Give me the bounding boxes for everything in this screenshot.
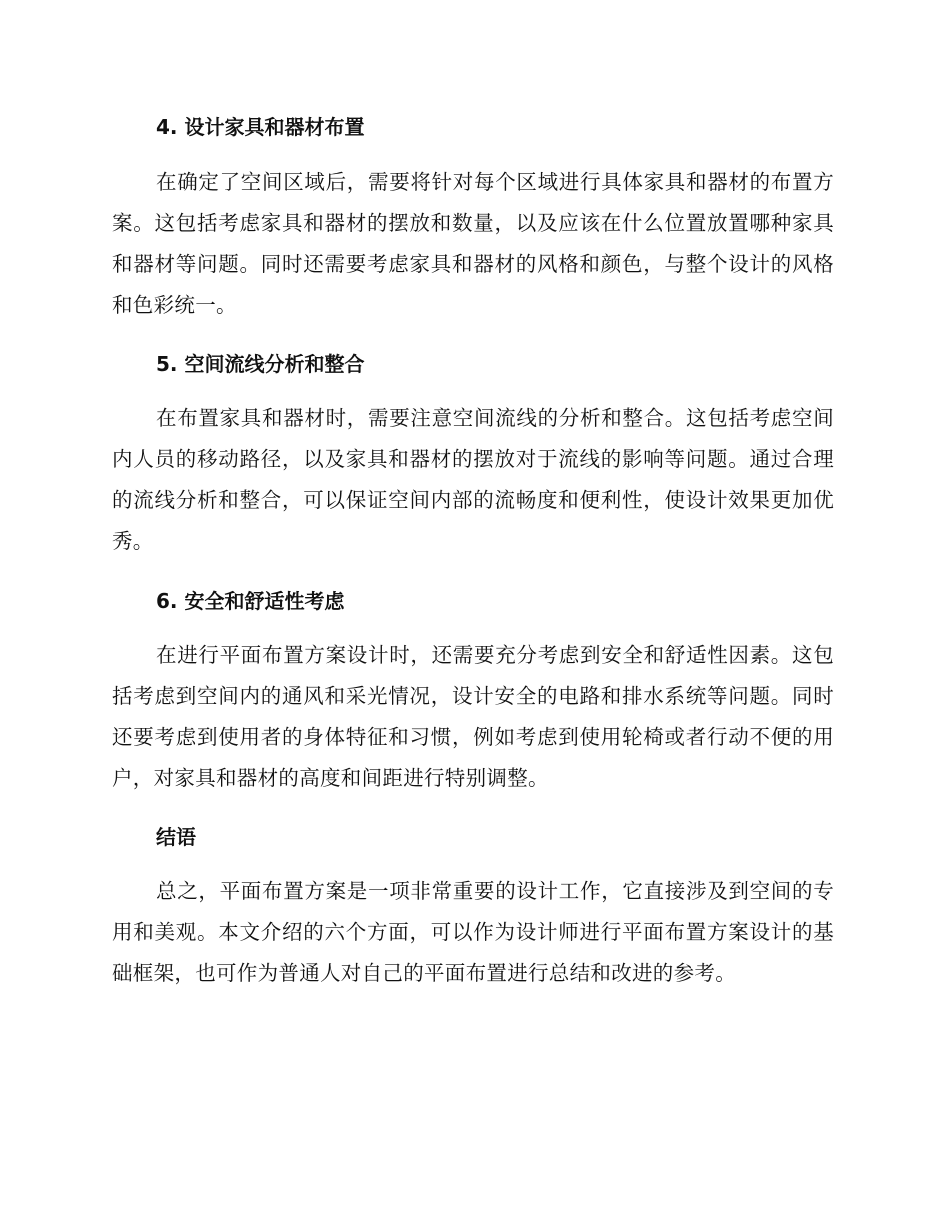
section-heading-4: 4. 设计家具和器材布置 [156,115,365,139]
section-heading-5: 5. 空间流线分析和整合 [156,352,365,376]
section-body-5: 在布置家具和器材时，需要注意空间流线的分析和整合。这包括考虑空间内人员的移动路径，以及家具和器材的摆放对于流线的影响等问题。通过合理的流线分析和整合，可以保证空间内部的流畅度和便利性，使设计效果更加优秀。 [112,406,834,553]
section-body-4: 在确定了空间区域后，需要将针对每个区域进行具体家具和器材的布置方案。这包括考虑家具和器材的摆放和数量，以及应该在什么位置放置哪种家具和器材等问题。同时还需要考虑家具和器材的风格和颜色，与整个设计的风格和色彩统一。 [112,170,834,317]
conclusion-heading: 结语 [156,825,196,849]
conclusion-body: 总之，平面布置方案是一项非常重要的设计工作，它直接涉及到空间的专用和美观。本文介绍的六个方面，可以作为设计师进行平面布置方案设计的基础框架，也可作为普通人对自己的平面布置进行总结和改进的参考。 [112,879,834,985]
section-body-6: 在进行平面布置方案设计时，还需要充分考虑到安全和舒适性因素。这包括考虑到空间内的通风和采光情况，设计安全的电路和排水系统等问题。同时还要考虑到使用者的身体特征和习惯，例如考虑到使用轮椅或者行动不便的用户，对家具和器材的高度和间距进行特别调整。 [112,643,834,790]
section-heading-6: 6. 安全和舒适性考虑 [156,589,345,613]
